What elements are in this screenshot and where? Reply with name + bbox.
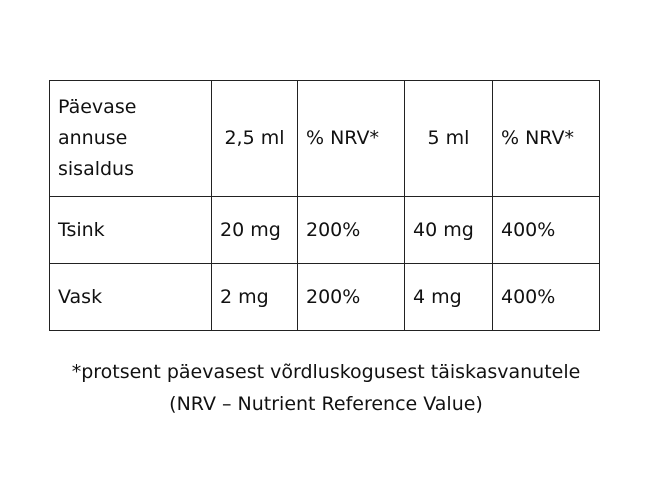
header-dose-2-cell: 5 ml [405,81,493,197]
header-dose-1-cell: 2,5 ml [212,81,298,197]
nutrition-table [49,80,600,331]
footnote [0,356,652,420]
table-row [50,197,600,264]
nrv-2-cell: 400% [493,264,600,331]
nutrient-name-cell: Tsink [50,197,212,264]
table-header-row [50,81,600,197]
amount-2-cell: 4 mg [405,264,493,331]
amount-2-cell: 40 mg [405,197,493,264]
amount-1-cell: 20 mg [212,197,298,264]
nrv-1-cell: 200% [298,264,405,331]
footnote-line-2: (NRV – Nutrient Reference Value) [169,393,483,415]
table-row [50,264,600,331]
nutrient-name-cell: Vask [50,264,212,331]
header-label-cell: Päevase annuse sisaldus [50,81,212,197]
footnote-line-1: *protsent päevasest võrdluskogusest täiskasvanutele [71,361,581,383]
nrv-2-cell: 400% [493,197,600,264]
header-nrv-2-cell: % NRV* [493,81,600,197]
nrv-1-cell: 200% [298,197,405,264]
amount-1-cell: 2 mg [212,264,298,331]
header-nrv-1-cell: % NRV* [298,81,405,197]
